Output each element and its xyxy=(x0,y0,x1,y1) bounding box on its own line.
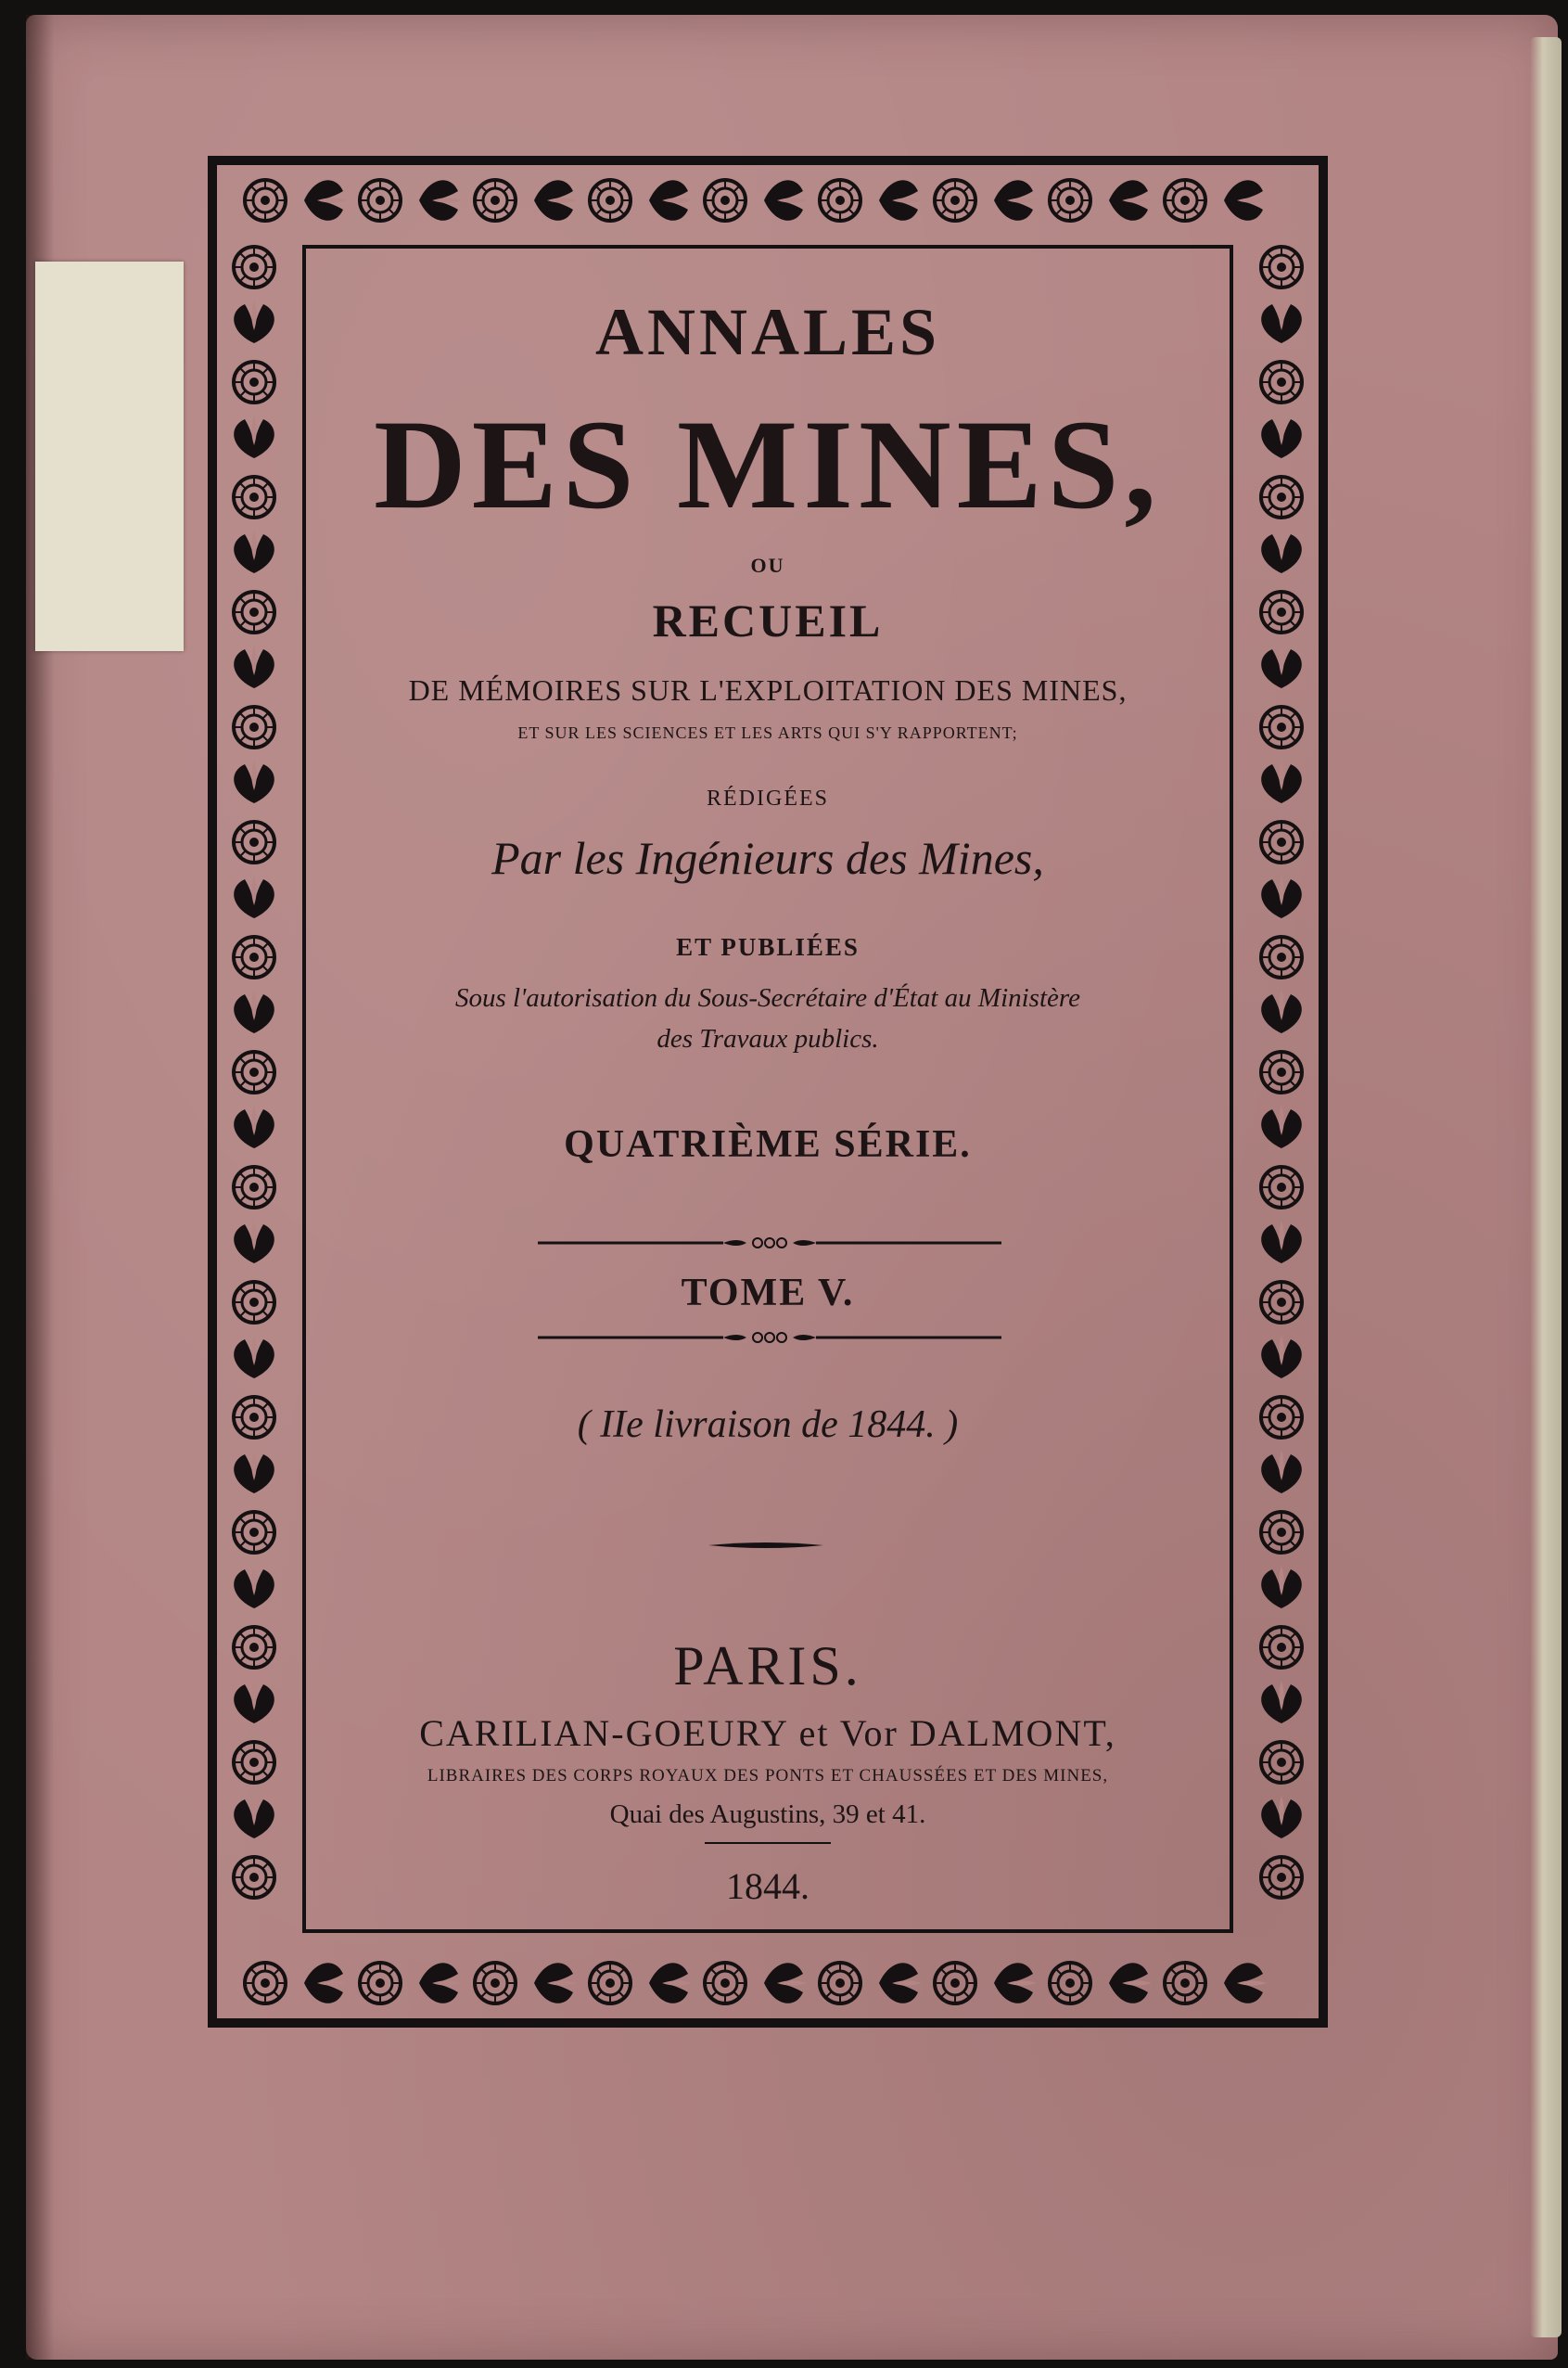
palmette-ornament xyxy=(234,991,274,1033)
rosette-ornament xyxy=(234,1512,274,1553)
palmette-ornament xyxy=(234,301,274,343)
label-redigees: RÉDIGÉES xyxy=(707,787,829,811)
palmette-ornament xyxy=(764,1963,807,2003)
publisher-address: Quai des Augustins, 39 et 41. xyxy=(609,1799,926,1829)
palmette-ornament xyxy=(1109,180,1152,221)
rosette-ornament xyxy=(234,592,274,633)
rosette-ornament xyxy=(1261,1857,1302,1898)
palmette-ornament xyxy=(879,1963,922,2003)
ornamental-rule-top xyxy=(538,1234,1001,1252)
authorization-line-1: Sous l'autorisation du Sous-Secrétaire d'État au Ministère xyxy=(455,983,1080,1013)
palmette-ornament xyxy=(234,1796,274,1838)
palmette-ornament xyxy=(1261,1681,1302,1723)
palmette-ornament xyxy=(304,1963,347,2003)
palmette-ornament xyxy=(234,416,274,458)
publisher-description: LIBRAIRES DES CORPS ROYAUX DES PONTS ET CHAUSSÉES ET DES MINES, xyxy=(427,1766,1109,1786)
rosette-ornament xyxy=(245,180,286,221)
rosette-ornament xyxy=(1261,1397,1302,1438)
rosette-ornament xyxy=(590,1963,631,2003)
palmette-ornament xyxy=(234,1106,274,1148)
palmette-ornament xyxy=(1261,416,1302,458)
title-des-mines: DES MINES, xyxy=(374,393,1162,535)
label-publiees: ET PUBLIÉES xyxy=(676,933,860,961)
publication-year: 1844. xyxy=(726,1865,809,1907)
palmette-ornament xyxy=(234,1221,274,1263)
address-rule xyxy=(705,1840,831,1846)
spine-label xyxy=(35,262,184,651)
palmette-ornament xyxy=(1224,1963,1267,2003)
rosette-ornament xyxy=(234,1742,274,1783)
palmette-ornament xyxy=(1109,1963,1152,2003)
rosette-ornament xyxy=(234,1052,274,1093)
rosette-ornament xyxy=(360,180,401,221)
ornamental-rule-bottom xyxy=(538,1328,1001,1347)
rosette-ornament xyxy=(1261,937,1302,978)
palmette-ornament xyxy=(764,180,807,221)
palmette-ornament xyxy=(234,1681,274,1723)
palmette-ornament xyxy=(419,1963,462,2003)
rosette-ornament xyxy=(1261,1627,1302,1668)
palmette-ornament xyxy=(234,646,274,688)
rosette-ornament xyxy=(1050,180,1090,221)
city-paris: PARIS. xyxy=(673,1635,862,1696)
publisher-name: CARILIAN-GOEURY et Vor DALMONT, xyxy=(419,1712,1116,1754)
conjunction-ou: OU xyxy=(750,554,785,577)
series-label: QUATRIÈME SÉRIE. xyxy=(564,1123,972,1166)
palmette-ornament xyxy=(234,531,274,573)
palmette-ornament xyxy=(1261,761,1302,803)
authorization-line-2: des Travaux publics. xyxy=(657,1024,879,1054)
palmette-ornament xyxy=(1261,991,1302,1033)
rosette-ornament xyxy=(475,1963,516,2003)
rosette-ornament xyxy=(1050,1963,1090,2003)
rosette-ornament xyxy=(234,707,274,748)
rosette-ornament xyxy=(234,1167,274,1208)
rosette-ornament xyxy=(234,247,274,288)
rosette-ornament xyxy=(475,180,516,221)
rosette-ornament xyxy=(1261,362,1302,403)
authors-line: Par les Ingénieurs des Mines, xyxy=(491,832,1044,884)
rosette-ornament xyxy=(234,937,274,978)
palmette-ornament xyxy=(1261,531,1302,573)
rosette-ornament xyxy=(1261,477,1302,518)
palmette-ornament xyxy=(234,1451,274,1493)
subtitle-sciences: ET SUR LES SCIENCES ET LES ARTS QUI S'Y RAPPORTENT; xyxy=(517,723,1018,742)
rosette-ornament xyxy=(820,1963,860,2003)
palmette-ornament xyxy=(534,180,577,221)
palmette-ornament xyxy=(1261,646,1302,688)
rosette-ornament xyxy=(1261,1052,1302,1093)
rosette-ornament xyxy=(234,362,274,403)
rosette-ornament xyxy=(1165,180,1205,221)
rosette-ornament xyxy=(360,1963,401,2003)
rosette-ornament xyxy=(1261,1167,1302,1208)
rosette-ornament xyxy=(590,180,631,221)
page-edge xyxy=(1530,37,1562,2337)
rosette-ornament xyxy=(234,1282,274,1323)
palmette-ornament xyxy=(234,761,274,803)
palmette-ornament xyxy=(1261,1336,1302,1378)
rosette-ornament xyxy=(1261,1512,1302,1553)
palmette-ornament xyxy=(1261,1796,1302,1838)
palmette-ornament xyxy=(1261,1221,1302,1263)
palmette-ornament xyxy=(649,180,692,221)
rosette-ornament xyxy=(1261,707,1302,748)
palmette-ornament xyxy=(994,1963,1037,2003)
rosette-ornament xyxy=(935,180,975,221)
rosette-ornament xyxy=(234,477,274,518)
rosette-ornament xyxy=(1261,1742,1302,1783)
title-annales: ANNALES xyxy=(594,295,941,369)
palmette-ornament xyxy=(1261,1451,1302,1493)
subtitle-memoires: DE MÉMOIRES SUR L'EXPLOITATION DES MINES, xyxy=(408,673,1128,707)
palmette-ornament xyxy=(419,180,462,221)
short-rule xyxy=(708,1540,823,1551)
title-recueil: RECUEIL xyxy=(652,595,884,646)
rosette-ornament xyxy=(234,1397,274,1438)
rosette-ornament xyxy=(234,822,274,863)
palmette-ornament xyxy=(1261,301,1302,343)
livraison-line: ( IIe livraison de 1844. ) xyxy=(577,1403,959,1446)
palmette-ornament xyxy=(1261,1566,1302,1608)
rosette-ornament xyxy=(1261,1282,1302,1323)
palmette-ornament xyxy=(534,1963,577,2003)
rosette-ornament xyxy=(820,180,860,221)
rosette-ornament xyxy=(1261,822,1302,863)
palmette-ornament xyxy=(879,180,922,221)
rosette-ornament xyxy=(935,1963,975,2003)
rosette-ornament xyxy=(705,180,746,221)
rosette-ornament xyxy=(1261,592,1302,633)
rosette-ornament xyxy=(1261,247,1302,288)
palmette-ornament xyxy=(234,1566,274,1608)
palmette-ornament xyxy=(1261,1106,1302,1148)
palmette-ornament xyxy=(304,180,347,221)
rosette-ornament xyxy=(245,1963,286,2003)
palmette-ornament xyxy=(649,1963,692,2003)
palmette-ornament xyxy=(234,1336,274,1378)
rosette-ornament xyxy=(234,1627,274,1668)
rosette-ornament xyxy=(1165,1963,1205,2003)
palmette-ornament xyxy=(1224,180,1267,221)
rosette-ornament xyxy=(705,1963,746,2003)
tome-label: TOME V. xyxy=(681,1272,855,1314)
palmette-ornament xyxy=(994,180,1037,221)
rosette-ornament xyxy=(234,1857,274,1898)
palmette-ornament xyxy=(1261,876,1302,918)
palmette-ornament xyxy=(234,876,274,918)
